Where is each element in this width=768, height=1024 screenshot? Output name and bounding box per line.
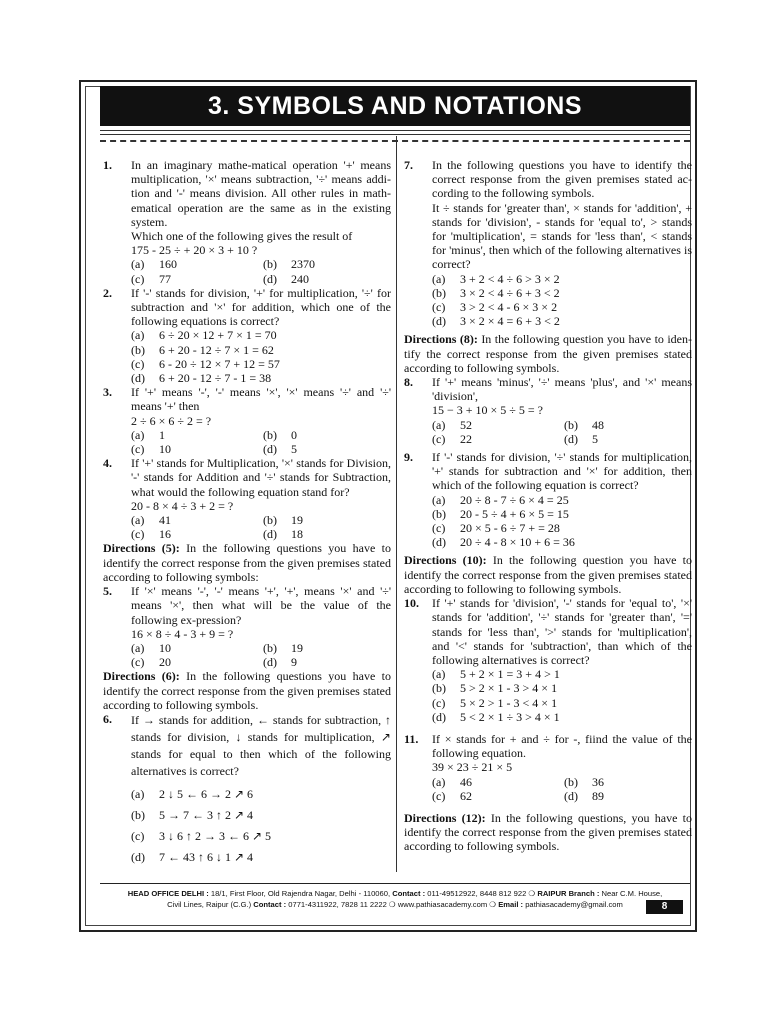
options bbox=[432, 272, 692, 329]
question-text: If '×' means '-', '-' means '+', '+', means '×' and '÷' means '×', then what will be the value of the following ex-pression? bbox=[131, 584, 391, 627]
options bbox=[131, 784, 391, 868]
option-c: (c) 3 ↓ 6 ↑ 2 → 3 ← 6 ↗ 5 bbox=[131, 828, 272, 843]
directions-text: In the following question you have to iden-tify the correct response from the given premises stated according to following symbols. bbox=[404, 332, 692, 375]
column-divider bbox=[396, 136, 397, 872]
option-a: (a) 5 + 2 × 1 = 3 + 4 > 1 bbox=[432, 667, 560, 682]
question-4 bbox=[103, 456, 391, 541]
directions-label: Directions (10): bbox=[404, 553, 487, 568]
question-11 bbox=[404, 732, 692, 803]
question-2 bbox=[103, 286, 391, 385]
page-number: 8 bbox=[646, 900, 683, 914]
option-a: (a) 41 bbox=[131, 513, 171, 528]
question-text: If '+' stands for Multiplication, '×' stands for Division, '-' stands for Addition and '÷' stands for Subtraction, what would the following equation stand for? bbox=[131, 456, 391, 499]
question-1 bbox=[103, 158, 391, 286]
option-d: (d) 5 bbox=[263, 442, 297, 457]
option-c: (c) 20 × 5 - 6 ÷ 7 + = 28 bbox=[432, 521, 560, 536]
question-7 bbox=[404, 158, 692, 328]
option-b: (b) 48 bbox=[564, 417, 604, 432]
option-c: (c) 10 bbox=[131, 442, 171, 457]
question-text: If × stands for + and ÷ for -, fiind the value of the following equation. bbox=[432, 731, 692, 761]
option-c: (c) 16 bbox=[131, 527, 171, 542]
question-number: 3. bbox=[103, 385, 112, 400]
option-b: (b) 0 bbox=[263, 427, 297, 442]
option-a: (a) 52 bbox=[432, 417, 472, 432]
chapter-title: 3. SYMBOLS AND NOTATIONS bbox=[100, 86, 690, 126]
question-number: 9. bbox=[404, 450, 413, 465]
options bbox=[432, 775, 692, 803]
option-a: (a) 3 + 2 < 4 ÷ 6 > 3 × 2 bbox=[432, 271, 560, 286]
footer-line-2: Civil Lines, Raipur (C.G.) Contact : 0771-4311922, 7828 11 2222 ❍ www.pathiasacademy.com ❍ Email : pathiasacademy@gmail.com bbox=[167, 900, 623, 909]
question-9 bbox=[404, 450, 692, 549]
options bbox=[131, 328, 391, 385]
options bbox=[432, 493, 692, 550]
question-number: 11. bbox=[404, 731, 419, 746]
option-a: (a) 160 bbox=[131, 257, 177, 272]
directions-5 bbox=[103, 541, 391, 584]
question-text: If '+' stands for 'division', '-' stands for 'equal to', '×' stands for 'addition', '÷' stands for 'greater than', '=' stands for 'less than', '>' stands for 'multiplication', and '<' stands for 'subtraction', than which of the following alternatives is correct? bbox=[432, 596, 692, 667]
directions-10 bbox=[404, 553, 692, 596]
option-c: (c) 22 bbox=[432, 431, 472, 446]
question-symbols: It ÷ stands for 'greater than', × stands for 'addition', + stands for 'division', - stands for 'equal to', > stands for 'multiplication', = stands for 'less than', < stands for 'minus', then which of the following alternatives is correct? bbox=[432, 200, 692, 272]
option-a: (a) 10 bbox=[131, 640, 171, 655]
option-a: (a) 2 ↓ 5 ← 6 → 2 ↗ 6 bbox=[131, 786, 254, 801]
expression: 20 - 8 × 4 ÷ 3 + 2 = ? bbox=[131, 498, 234, 513]
option-c: (c) 20 bbox=[131, 655, 171, 670]
option-a: (a) 20 ÷ 8 - 7 ÷ 6 × 4 = 25 bbox=[432, 492, 569, 507]
option-b: (b) 36 bbox=[564, 774, 604, 789]
option-c: (c) 3 > 2 < 4 - 6 × 3 × 2 bbox=[432, 300, 558, 315]
directions-text: In the following questions you have to identify the correct response from the given premises stated according to following symbols. bbox=[103, 669, 392, 712]
footer bbox=[100, 888, 690, 910]
directions-8 bbox=[404, 332, 692, 375]
option-d: (d) 7 ← 43 ↑ 6 ↓ 1 ↗ 4 bbox=[131, 849, 254, 864]
question-text: In the following questions you have to identify the correct response from the given premises stated ac-cording to the following symbols. bbox=[432, 158, 692, 201]
right-column bbox=[404, 158, 692, 854]
question-10 bbox=[404, 596, 692, 724]
question-text: If → stands for addition, ← stands for subtraction, ↑ stands for division, ↓ stands for multiplication, ↗ stands for equal to then which of the following alternatives is correct? bbox=[131, 712, 391, 778]
option-a: (a) 1 bbox=[131, 427, 165, 442]
option-d: (d) 5 bbox=[564, 431, 598, 446]
option-d: (d) 89 bbox=[564, 788, 604, 803]
footer-rule bbox=[100, 883, 690, 884]
options bbox=[131, 428, 391, 456]
question-number: 10. bbox=[404, 596, 419, 611]
question-number: 1. bbox=[103, 158, 112, 172]
question-number: 4. bbox=[103, 456, 112, 471]
option-d: (d) 3 × 2 × 4 = 6 + 3 < 2 bbox=[432, 314, 560, 329]
option-d: (d) 6 + 20 - 12 ÷ 7 - 1 = 38 bbox=[131, 371, 272, 386]
question-number: 6. bbox=[103, 711, 112, 726]
option-b: (b) 19 bbox=[263, 640, 303, 655]
directions-12 bbox=[404, 811, 692, 854]
footer-line-1: HEAD OFFICE DELHI : 18/1, First Floor, Old Rajendra Nagar, Delhi - 110060, Contact : 011-49512922, 8448 812 922 ❍ RAIPUR Branch : Near C.M. House, bbox=[127, 889, 663, 898]
option-b: (b) 19 bbox=[263, 513, 303, 528]
option-b: (b) 6 + 20 - 12 ÷ 7 × 1 = 62 bbox=[131, 342, 274, 357]
expression: 2 ÷ 6 × 6 ÷ 2 = ? bbox=[131, 413, 212, 428]
question-3 bbox=[103, 385, 391, 456]
option-d: (d) 240 bbox=[263, 271, 309, 286]
option-a: (a) 46 bbox=[432, 774, 472, 789]
options bbox=[432, 418, 692, 446]
option-b: (b) 5 → 7 ← 3 ↑ 2 ↗ 4 bbox=[131, 807, 254, 822]
option-b: (b) 2370 bbox=[263, 257, 315, 272]
question-5 bbox=[103, 584, 391, 669]
expression: 15 − 3 + 10 × 5 ÷ 5 = ? bbox=[432, 403, 543, 418]
directions-text: In the following question you have to identify the correct response from the given premises stated according to following to following symbols. bbox=[404, 553, 692, 596]
options bbox=[131, 641, 391, 669]
question-text: If '+' means 'minus', '÷' means 'plus', and '×' means 'division', bbox=[432, 375, 692, 404]
question-text: In an imaginary mathe-matical operation '+' means multiplication, '×' means subtraction, '÷' means addi-tion and '-' means division. All other rules in math-ematical operation are the same as in the existing system. bbox=[131, 158, 391, 229]
option-d: (d) 9 bbox=[263, 655, 297, 670]
question-prompt: Which one of the following gives the result of bbox=[131, 229, 353, 244]
expression: 16 × 8 ÷ 4 - 3 + 9 = ? bbox=[131, 626, 234, 641]
options bbox=[432, 667, 692, 724]
directions-label: Directions (5): bbox=[103, 541, 180, 556]
question-6 bbox=[103, 712, 391, 868]
option-d: (d) 20 ÷ 4 - 8 × 10 + 6 = 36 bbox=[432, 535, 575, 550]
option-c: (c) 62 bbox=[432, 788, 472, 803]
question-number: 5. bbox=[103, 584, 112, 599]
dashed-rule bbox=[100, 140, 690, 142]
option-b: (b) 3 × 2 < 4 ÷ 6 + 3 < 2 bbox=[432, 285, 560, 300]
question-text: If '-' stands for division, '÷' stands for multiplication, '+' stands for subtraction and '×' for addition, then which of the following equation is correct? bbox=[432, 450, 692, 493]
expression: 39 × 23 ÷ 21 × 5 bbox=[432, 760, 513, 775]
title-rule-top bbox=[100, 130, 690, 131]
expression: 175 - 25 ÷ + 20 × 3 + 10 ? bbox=[131, 243, 258, 258]
options bbox=[131, 513, 391, 541]
question-number: 7. bbox=[404, 158, 413, 172]
option-d: (d) 5 < 2 × 1 ÷ 3 > 4 × 1 bbox=[432, 709, 560, 724]
directions-text: In the following questions you have to identify the correct response from the given premises stated according to following symbols: bbox=[103, 541, 392, 584]
question-number: 8. bbox=[404, 375, 413, 390]
options bbox=[131, 257, 391, 285]
directions-label: Directions (12): bbox=[404, 810, 486, 825]
option-c: (c) 77 bbox=[131, 271, 171, 286]
option-c: (c) 6 - 20 ÷ 12 × 7 + 12 = 57 bbox=[131, 356, 280, 371]
left-column bbox=[103, 158, 391, 868]
question-text: If '-' stands for division, '+' for multiplication, '÷' for subtraction and '×' for addition, which one of the following equations is correct? bbox=[131, 285, 391, 329]
option-d: (d) 18 bbox=[263, 527, 303, 542]
question-number: 2. bbox=[103, 285, 112, 300]
option-a: (a) 6 ÷ 20 × 12 + 7 × 1 = 70 bbox=[131, 328, 277, 343]
title-rule-bottom bbox=[100, 134, 690, 135]
directions-text: In the following questions, you have to identify the correct response from the given premises stated according to following symbols. bbox=[404, 810, 693, 854]
directions-label: Directions (8): bbox=[404, 332, 478, 347]
option-b: (b) 20 - 5 ÷ 4 + 6 × 5 = 15 bbox=[432, 506, 569, 521]
question-8 bbox=[404, 375, 692, 446]
directions-6 bbox=[103, 669, 391, 712]
option-b: (b) 5 > 2 × 1 - 3 > 4 × 1 bbox=[432, 681, 558, 696]
question-text: If '+' means '-', '-' means '×', '×' means '÷' and '÷' means '+' then bbox=[131, 385, 391, 414]
option-c: (c) 5 × 2 > 1 - 3 < 4 × 1 bbox=[432, 695, 558, 710]
directions-label: Directions (6): bbox=[103, 669, 180, 684]
